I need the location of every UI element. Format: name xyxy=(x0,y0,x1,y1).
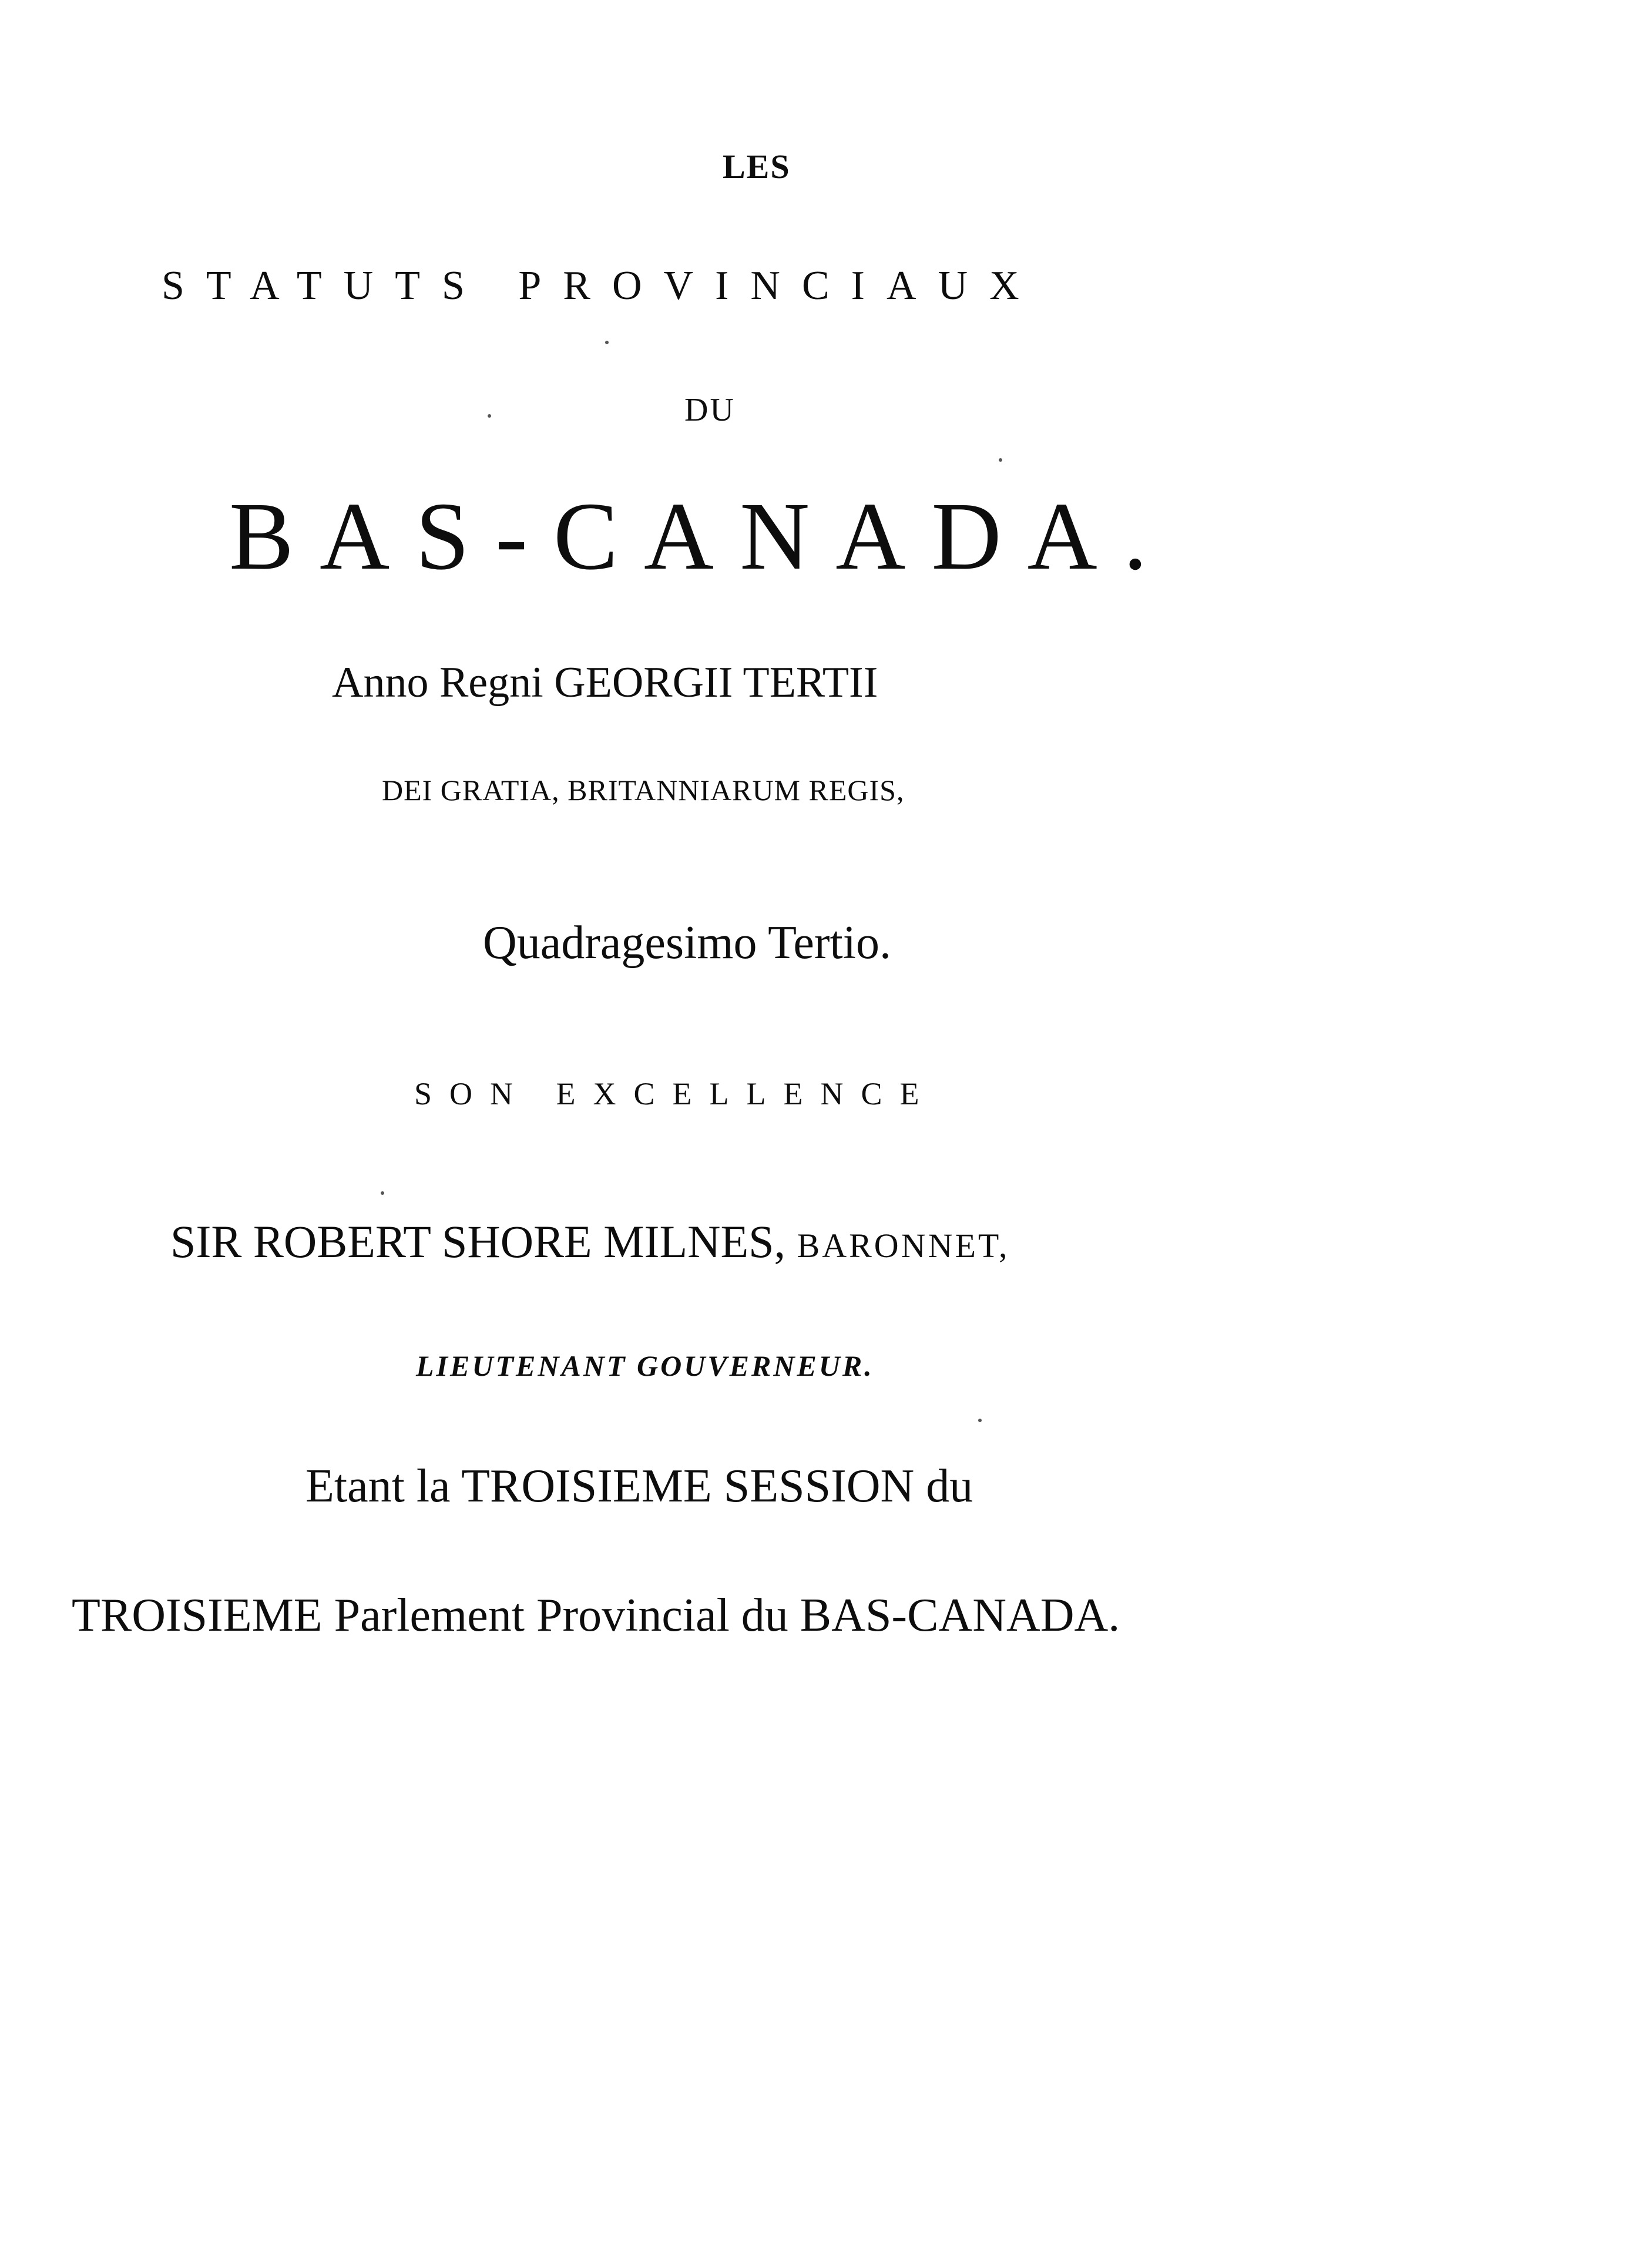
heading-statuts: STATUTS PROVINCIAUX xyxy=(162,263,1041,308)
lieutenant-gouverneur-line: LIEUTENANT GOUVERNEUR. xyxy=(416,1349,874,1382)
heading-bas-canada: BAS-CANADA. xyxy=(229,482,1174,590)
son-excellence-line: SON EXCELLENCE xyxy=(414,1076,937,1111)
ink-speck xyxy=(978,1419,982,1422)
ink-speck xyxy=(605,341,609,344)
governor-name-line xyxy=(170,1216,1345,1267)
anno-regni-line: Anno Regni GEORGII TERTII xyxy=(332,659,878,707)
ink-speck xyxy=(999,458,1002,462)
quadragesimo-line: Quadragesimo Tertio. xyxy=(483,917,891,969)
governor-name: SIR ROBERT SHORE MILNES, xyxy=(170,1216,786,1267)
ink-speck xyxy=(381,1191,384,1195)
heading-du: DU xyxy=(684,392,736,428)
dei-gratia-line: DEI GRATIA, BRITANNIARUM REGIS, xyxy=(382,774,905,807)
baronnet-title: BARONNET, xyxy=(797,1227,1010,1265)
heading-les: LES xyxy=(723,147,791,186)
session-line: Etant la TROISIEME SESSION du xyxy=(305,1460,973,1512)
parlement-line: TROISIEME Parlement Provincial du BAS-CANADA. xyxy=(72,1590,1120,1641)
ink-speck xyxy=(488,414,491,418)
